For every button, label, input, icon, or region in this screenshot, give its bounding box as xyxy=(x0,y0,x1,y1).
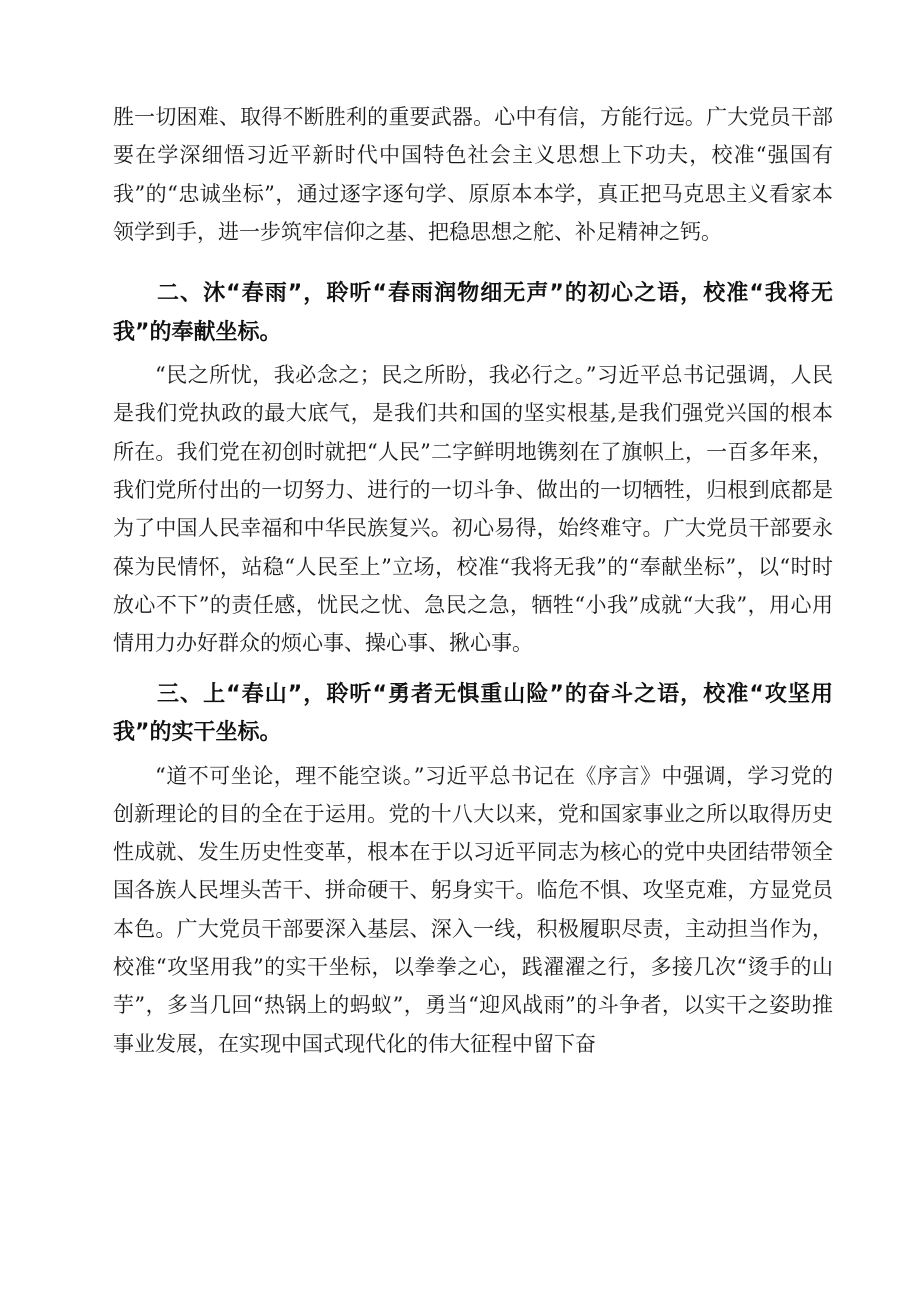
paragraph-continued: 胜一切困难、取得不断胜利的重要武器。心中有信，方能行远。广大党员干部要在学深细悟习近平新时代中国特色社会主义思想上下功夫，校准“强国有我”的“忠诚坐标”，通过逐字逐句学、原原本本学，真正把马克思主义看家本领学到手，进一步筑牢信仰之基、把稳思想之舵、补足精神之钙。 xyxy=(113,105,833,244)
document-body xyxy=(113,98,833,1063)
section-heading-2: 二、沐“春雨”，聆听“春雨润物细无声”的初心之语，校准“我将无我”的奉献坐标。 xyxy=(113,281,833,345)
paragraph-section-2: “民之所忧，我必念之；民之所盼，我必行之。”习近平总书记强调，人民是我们党执政的最大底气，是我们共和国的坚实根基,是我们强党兴国的根本所在。我们党在初创时就把“人民”二字鲜明地镌刻在了旗帜上，一百多年来，我们党所付出的一切努力、进行的一切斗争、做出的一切牺牲，归根到底都是为了中国人民幸福和中华民族复兴。初心易得，始终难守。广大党员干部要永葆为民情怀，站稳“人民至上”立场，校准“我将无我”的“奉献坐标”，以“时时放心不下”的责任感，忧民之忧、急民之急，牺牲“小我”成就“大我”，用心用情用力办好群众的烦心事、操心事、揪心事。 xyxy=(113,363,833,656)
section-heading-3: 三、上“春山”，聆听“勇者无惧重山险”的奋斗之语，校准“攻坚用我”的实干坐标。 xyxy=(113,681,833,746)
paragraph-section-3: “道不可坐论，理不能空谈。”习近平总书记在《序言》中强调，学习党的创新理论的目的全在于运用。党的十八大以来，党和国家事业之所以取得历史性成就、发生历史性变革，根本在于以习近平同志为核心的党中央团结带领全国各族人民埋头苦干、拼命硬干、躬身实干。临危不惧、攻坚克难，方显党员本色。广大党员干部要深入基层、深入一线，积极履职尽责，主动担当作为，校准“攻坚用我”的实干坐标，以拳拳之心，践濯濯之行，多接几次“烫手的山芋”，多当几回“热锅上的蚂蚁”，勇当“迎风战雨”的斗争者，以实干之姿助推事业发展，在实现中国式现代化的伟大征程中留下奋 xyxy=(113,763,833,1056)
